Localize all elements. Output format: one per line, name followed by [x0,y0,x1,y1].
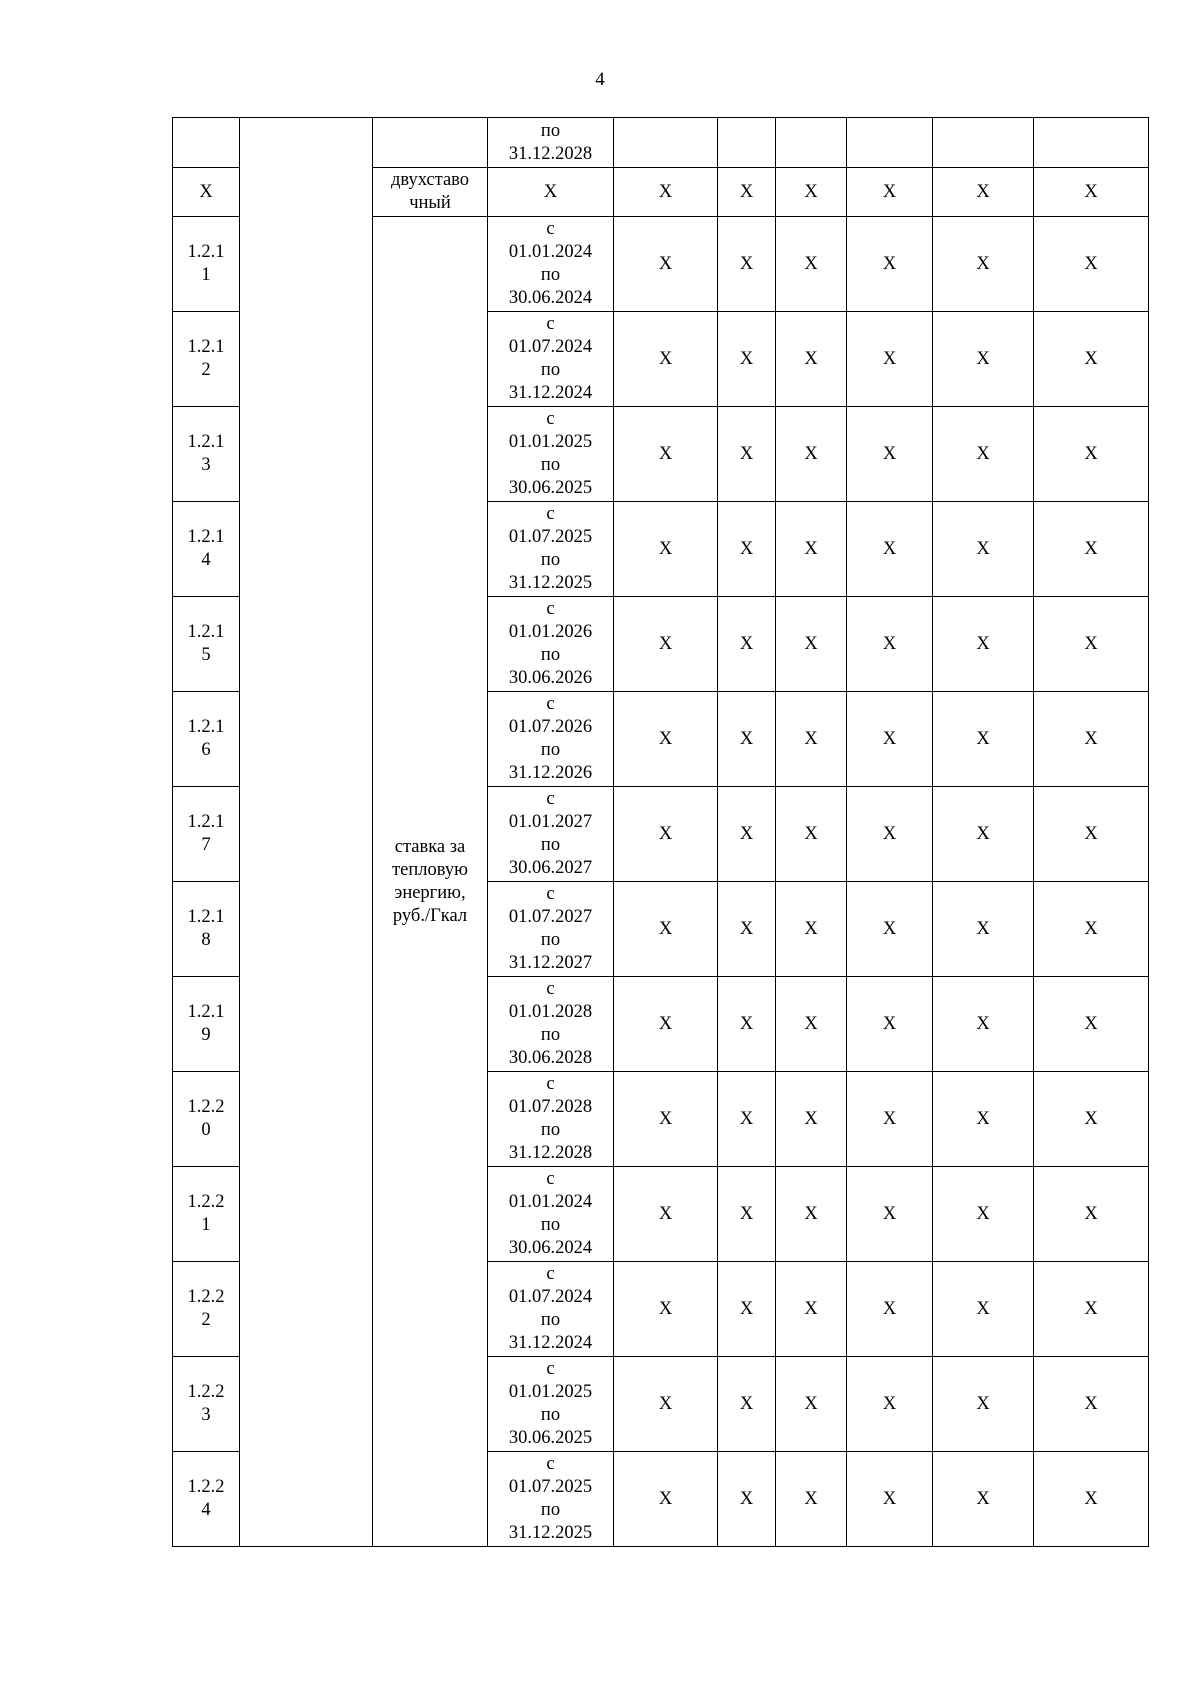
period-cell-line: 01.07.2027 [508,907,593,927]
value-cell: Х [718,1357,776,1452]
period-cell-line: 01.01.2026 [508,622,593,642]
number-cell: Х [173,168,240,217]
value-cell: Х [718,787,776,882]
number-cell-line: 2 [201,1310,211,1330]
value-cell [776,118,847,168]
period-cell [488,1357,614,1452]
value-cell: Х [933,692,1034,787]
period-cell-line: 31.12.2028 [508,1143,593,1163]
number-cell-line: 1.2.1 [187,527,225,547]
value-cell: Х [933,502,1034,597]
period-cell-line: по [540,265,561,285]
value-cell: Х [718,597,776,692]
value-cell: Х [847,1357,933,1452]
value-cell: Х [776,787,847,882]
number-cell [173,977,240,1072]
number-cell [173,882,240,977]
period-cell [488,692,614,787]
value-cell: Х [776,217,847,312]
value-cell: Х [1034,407,1149,502]
value-cell: Х [933,312,1034,407]
period-cell-line: по [540,740,561,760]
value-cell: Х [1034,312,1149,407]
period-cell-line: с [546,219,555,239]
value-cell: Х [614,312,718,407]
number-cell-line: 1.2.1 [187,812,225,832]
period-cell-line: 01.07.2025 [508,527,593,547]
value-cell: Х [1034,692,1149,787]
value-cell: Х [776,597,847,692]
period-cell-line: по [540,360,561,380]
period-cell-line: по [540,455,561,475]
value-cell: Х [847,312,933,407]
value-cell: Х [1034,1357,1149,1452]
value-cell: Х [933,1262,1034,1357]
number-cell-line: 0 [201,1120,211,1140]
type-cell [373,118,488,168]
number-cell-line: 2 [201,360,211,380]
value-cell: Х [933,217,1034,312]
value-cell: Х [933,1357,1034,1452]
value-cell: Х [933,882,1034,977]
number-cell-line: 1.2.2 [187,1192,225,1212]
value-cell: Х [1034,1452,1149,1547]
number-cell [173,1357,240,1452]
period-cell-line: с [546,694,555,714]
value-cell: Х [1034,597,1149,692]
number-cell-line: 1.2.1 [187,907,225,927]
period-cell-line: 30.06.2026 [508,668,593,688]
value-cell: Х [776,312,847,407]
value-cell: Х [614,217,718,312]
number-cell [173,597,240,692]
period-cell-line: по [540,1405,561,1425]
number-cell-line: 1.2.1 [187,337,225,357]
period-cell-line: 01.07.2025 [508,1477,593,1497]
period-cell-line: 01.07.2026 [508,717,593,737]
tariff-table [172,117,1149,1547]
value-cell: Х [718,1072,776,1167]
number-cell-line: 7 [201,835,211,855]
period-cell [488,1452,614,1547]
value-cell: Х [776,502,847,597]
period-cell: Х [488,168,614,217]
number-cell-line: 1.2.2 [187,1382,225,1402]
value-cell: Х [614,1072,718,1167]
number-cell-line: 1.2.2 [187,1477,225,1497]
value-cell: Х [614,168,718,217]
number-cell [173,407,240,502]
number-cell-line: 3 [201,1405,211,1425]
value-cell: Х [614,882,718,977]
page-number: 4 [595,69,605,90]
value-cell: Х [614,1452,718,1547]
period-cell-line: с [546,409,555,429]
period-cell-line: 31.12.2024 [508,383,593,403]
value-cell: Х [776,407,847,502]
period-cell-line: по [540,835,561,855]
value-cell: Х [1034,502,1149,597]
value-cell: Х [933,168,1034,217]
period-cell-line: 01.01.2025 [508,432,593,452]
period-cell-line: с [546,979,555,999]
value-cell: Х [847,1452,933,1547]
value-cell: Х [847,407,933,502]
period-cell-line: по [540,1500,561,1520]
value-cell: Х [1034,1072,1149,1167]
value-cell: Х [847,597,933,692]
value-cell: Х [933,597,1034,692]
rate-label-cell-line: руб./Гкал [392,905,468,926]
value-cell: Х [1034,882,1149,977]
value-cell: Х [718,882,776,977]
value-cell: Х [614,407,718,502]
period-cell-line: 01.07.2024 [508,337,593,357]
value-cell: Х [776,1262,847,1357]
period-cell-line: 01.01.2024 [508,242,593,262]
number-cell-line: 1.2.1 [187,242,225,262]
value-cell: Х [933,407,1034,502]
number-cell-line: 1.2.1 [187,622,225,642]
value-cell [718,118,776,168]
value-cell: Х [718,1452,776,1547]
value-cell: Х [718,502,776,597]
value-cell: Х [718,1167,776,1262]
rate-label-cell [373,217,488,1547]
number-cell [173,1167,240,1262]
value-cell: Х [847,168,933,217]
value-cell: Х [847,217,933,312]
period-cell-line: 31.12.2025 [508,1523,593,1543]
value-cell: Х [614,1262,718,1357]
value-cell: Х [847,787,933,882]
period-cell-line: с [546,1359,555,1379]
period-cell [488,1072,614,1167]
type-cell-line: чный [409,193,451,213]
value-cell: Х [614,977,718,1072]
period-cell-line: 31.12.2025 [508,573,593,593]
number-cell [173,502,240,597]
value-cell: Х [718,168,776,217]
value-cell: Х [718,692,776,787]
number-cell-line: 1.2.2 [187,1097,225,1117]
value-cell: Х [847,502,933,597]
type-cell [373,168,488,217]
value-cell: Х [614,692,718,787]
value-cell: Х [776,882,847,977]
rate-label-cell-line: энергию, [394,882,466,903]
number-cell-line: 1.2.2 [187,1287,225,1307]
value-cell: Х [614,597,718,692]
period-cell-line: 30.06.2027 [508,858,593,878]
number-cell-line: 3 [201,455,211,475]
period-cell [488,1262,614,1357]
value-cell: Х [933,1072,1034,1167]
number-cell-line: 6 [201,740,211,760]
value-cell: Х [847,1167,933,1262]
number-cell-line: 4 [201,1500,211,1520]
value-cell: Х [933,1167,1034,1262]
period-cell-line: по [540,930,561,950]
value-cell: Х [776,168,847,217]
value-cell: Х [1034,1167,1149,1262]
value-cell: Х [718,1262,776,1357]
value-cell: Х [718,407,776,502]
rate-label-cell-line: ставка за [394,836,466,857]
period-cell [488,1167,614,1262]
value-cell: Х [847,1072,933,1167]
period-cell-line: 01.01.2027 [508,812,593,832]
value-cell: Х [1034,217,1149,312]
table-body [173,118,1149,1547]
period-cell [488,312,614,407]
value-cell: Х [776,1452,847,1547]
period-cell-line: 01.07.2028 [508,1097,593,1117]
period-cell-line: 01.07.2024 [508,1287,593,1307]
value-cell: Х [614,787,718,882]
number-cell-line: 1 [201,1215,211,1235]
period-cell-line: 30.06.2024 [508,288,593,308]
value-cell: Х [776,1167,847,1262]
name-cell [240,118,373,1547]
number-cell [173,1452,240,1547]
period-cell-line: 30.06.2025 [508,1428,593,1448]
value-cell: Х [718,312,776,407]
value-cell: Х [718,977,776,1072]
number-cell-line: 1.2.1 [187,717,225,737]
value-cell: Х [933,1452,1034,1547]
value-cell: Х [933,787,1034,882]
rate-label-cell-line: тепловую [392,859,468,880]
period-cell-line: по [540,550,561,570]
period-cell [488,217,614,312]
value-cell: Х [933,977,1034,1072]
period-cell [488,118,614,168]
value-cell: Х [847,692,933,787]
period-cell-line: 30.06.2025 [508,478,593,498]
type-cell-line: двухставо [390,170,470,190]
period-cell-line: по [540,1025,561,1045]
period-cell-line: по [540,1215,561,1235]
number-cell [173,787,240,882]
period-cell [488,502,614,597]
value-cell: Х [847,882,933,977]
value-cell: Х [776,1072,847,1167]
period-cell-line: по [540,120,561,141]
period-cell [488,977,614,1072]
period-cell-line: по [540,645,561,665]
period-cell-line: 01.01.2024 [508,1192,593,1212]
number-cell-line: 5 [201,645,211,665]
value-cell: Х [614,1357,718,1452]
value-cell [1034,118,1149,168]
number-cell-line: 1.2.1 [187,432,225,452]
value-cell: Х [1034,787,1149,882]
value-cell: Х [614,1167,718,1262]
period-cell-line: по [540,1120,561,1140]
value-cell: Х [1034,1262,1149,1357]
number-cell [173,692,240,787]
period-cell-line: 31.12.2028 [508,143,593,164]
period-cell-line: 01.01.2028 [508,1002,593,1022]
number-cell [173,1262,240,1357]
number-cell-line: 4 [201,550,211,570]
period-cell-line: с [546,1169,555,1189]
value-cell: Х [847,977,933,1072]
number-cell-line: 8 [201,930,211,950]
period-cell-line: 31.12.2026 [508,763,593,783]
number-cell [173,312,240,407]
number-cell-line: 9 [201,1025,211,1045]
value-cell: Х [776,692,847,787]
period-cell-line: с [546,599,555,619]
period-cell-line: 31.12.2027 [508,953,593,973]
period-cell-line: с [546,1074,555,1094]
period-cell [488,787,614,882]
period-cell-line: с [546,314,555,334]
number-cell [173,1072,240,1167]
period-cell-line: с [546,884,555,904]
period-cell-line: 30.06.2028 [508,1048,593,1068]
number-cell [173,118,240,168]
value-cell: Х [776,977,847,1072]
number-cell-line: 1 [201,265,211,285]
number-cell [173,217,240,312]
value-cell: Х [718,217,776,312]
period-cell-line: с [546,1454,555,1474]
value-cell: Х [847,1262,933,1357]
period-cell-line: по [540,1310,561,1330]
period-cell-line: с [546,789,555,809]
period-cell-line: 01.01.2025 [508,1382,593,1402]
period-cell [488,597,614,692]
value-cell: Х [776,1357,847,1452]
number-cell-line: 1.2.1 [187,1002,225,1022]
period-cell [488,407,614,502]
value-cell: Х [1034,168,1149,217]
period-cell-line: 30.06.2024 [508,1238,593,1258]
value-cell [933,118,1034,168]
value-cell: Х [614,502,718,597]
period-cell-line: 31.12.2024 [508,1333,593,1353]
value-cell [614,118,718,168]
period-cell [488,882,614,977]
value-cell: Х [1034,977,1149,1072]
period-cell-line: с [546,504,555,524]
table-row [173,118,1149,168]
value-cell [847,118,933,168]
period-cell-line: с [546,1264,555,1284]
